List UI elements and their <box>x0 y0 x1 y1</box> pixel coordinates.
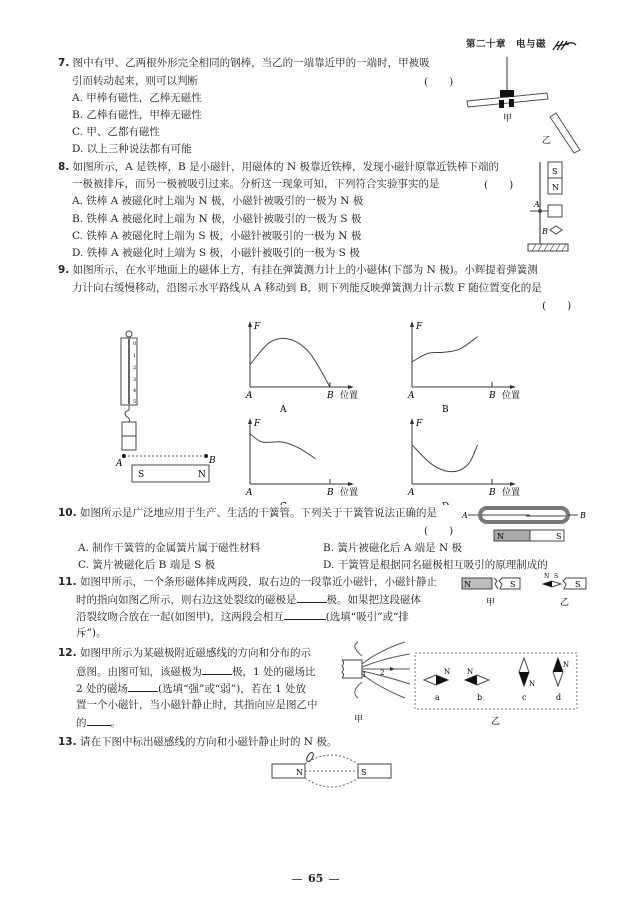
q12-needle-b-north <box>465 675 477 685</box>
q8-stem-line1 <box>58 160 499 174</box>
q12-needle-d-n: N <box>563 661 570 669</box>
q8-option-c: C. 铁棒 A 被磁化时上端为 S 极，小磁针被吸引的一极为 N 极 <box>72 230 362 242</box>
q9-tick-4: 4 <box>133 388 137 394</box>
q10-answer-paren[interactable]: ( ) <box>424 525 454 537</box>
q8-iron-bar-a <box>548 205 562 217</box>
q10-option-c: C. 簧片被磁化后 B 端是 S 极 <box>78 559 216 571</box>
data-curve <box>250 434 316 459</box>
q11-yi-needle-dark-half <box>543 581 552 587</box>
chart-d <box>407 418 520 505</box>
x-axis-arrow <box>348 385 354 389</box>
q12-text3b: (选填“强”或“弱”)，若在 1 处放 <box>158 683 307 695</box>
q12-point-1: 1 <box>362 671 367 679</box>
q8-option-a: A. 铁棒 A 被磁化时上端为 N 极，小磁针被吸引的一极为 N 极 <box>72 195 364 207</box>
decorative-logo-icon <box>552 39 578 51</box>
chapter-header <box>466 36 578 51</box>
q10-stem-text: 如图所示是广泛地应用于生产、生活的干簧管。下列关于干簧管说法正确的是 <box>79 507 437 519</box>
q8-compass-needle <box>550 226 562 234</box>
q12-text2b: 极，1 处的磁场比 <box>232 666 316 678</box>
q12-magnet-end <box>342 660 362 678</box>
q12-magnet-break <box>342 660 344 678</box>
q10-magnet-label-s: S <box>556 532 562 541</box>
x-tick-label-b: B <box>327 391 334 401</box>
q13-figure-magnets <box>270 752 410 802</box>
q12-line1 <box>58 646 311 660</box>
q11-yi-needle-n: N <box>544 573 550 580</box>
x-axis-arrow <box>348 482 354 486</box>
x-tick-label-a: A <box>408 391 415 401</box>
q7-stem-line1 <box>58 56 430 70</box>
q9-small-magnet-bottom <box>122 436 136 450</box>
q11-text2b: 极。如果把这段磁体 <box>326 594 421 606</box>
x-tick-label-b: B <box>489 488 496 498</box>
q10-option-d: D. 干簧管是根据同名磁极相互吸引的原理制成的 <box>323 559 548 571</box>
q7-number: 7. <box>58 57 70 69</box>
q12-label-yi: 乙 <box>491 717 501 727</box>
q11-line4: 斥”)。 <box>76 627 107 639</box>
q12-needle-a-label: a <box>435 693 440 702</box>
chart-title <box>280 502 287 505</box>
q10-number: 10. <box>58 507 77 519</box>
q12-text5b: 。 <box>110 717 121 729</box>
q12-needle-d-label: d <box>556 693 562 702</box>
x-tick-label-b: B <box>489 391 496 401</box>
y-axis-label: F <box>416 419 423 429</box>
q9-answer-paren[interactable]: ( ) <box>542 300 572 312</box>
q12-field-line <box>362 642 405 664</box>
q12-line5 <box>76 715 121 730</box>
chapter-title: 第二十章 电与磁 <box>466 39 547 50</box>
q12-figures <box>340 640 590 732</box>
x-tick-label-a: A <box>246 488 253 498</box>
q8-clamp-knob <box>538 209 542 213</box>
q9-tick-0: 0 <box>133 341 137 347</box>
q12-line3 <box>76 681 306 696</box>
q12-needle-b <box>465 668 489 702</box>
q7-stem-text1: 图中有甲、乙两根外形完全相同的钢棒，当乙的一端靠近甲的一端时，甲被吸 <box>72 57 430 69</box>
q11-label-jia: 甲 <box>486 598 496 608</box>
x-axis-label: 位置 <box>340 391 359 401</box>
y-axis-arrow <box>410 418 414 424</box>
q11-blank-interaction[interactable] <box>284 609 326 620</box>
q13-label-s: S <box>361 768 367 777</box>
q9-small-magnet-top <box>122 422 136 436</box>
q12-number: 12. <box>58 647 77 659</box>
chart-c <box>245 418 358 505</box>
q12-needle-b-label: b <box>477 693 483 702</box>
q13-compass-needle[interactable] <box>305 752 314 763</box>
q13-field-line-bottom[interactable] <box>305 778 358 787</box>
q7-clamp-top <box>500 90 514 97</box>
q7-clamp-right <box>509 99 514 107</box>
x-axis-label: 位置 <box>340 488 359 498</box>
q9-label-b: B <box>209 456 216 466</box>
chart-title: A <box>280 405 287 415</box>
q8-stem-line2: 一极被排斥，而另一极被吸引过来。分析这一现象可知，下列符合实验事实的是 <box>72 178 440 190</box>
q9-label-a: A <box>116 459 123 469</box>
q12-needle-a <box>424 668 450 702</box>
q9-tick-2: 2 <box>133 365 137 371</box>
q7-answer-paren[interactable]: ( ) <box>424 76 454 88</box>
q10-option-a: A. 制作干簧管的金属簧片属于磁性材料 <box>78 542 261 554</box>
q11-text1: 如图甲所示，一个条形磁体摔成两段，取右边的一段靠近小磁针，小磁针静止 <box>79 576 437 588</box>
q11-line3 <box>76 609 409 624</box>
q9-ground-magnet-n: N <box>198 470 206 480</box>
q9-hook <box>125 405 130 422</box>
q12-field-line <box>362 654 410 667</box>
q11-label-yi: 乙 <box>560 598 570 608</box>
q12-needle-c-label: c <box>522 693 527 702</box>
q12-needle-d <box>553 658 569 702</box>
footer-dash-left <box>292 879 302 880</box>
q10-label-b: B <box>580 511 586 520</box>
q8-number: 8. <box>58 161 70 173</box>
q10-label-a: A <box>462 511 468 520</box>
q12-blank-needle[interactable] <box>87 715 111 726</box>
q12-field-line <box>355 642 362 656</box>
data-curve <box>250 338 330 387</box>
q12-line4: 置一个小磁针，当小磁针静止时，其指向应是图乙中 <box>76 699 318 711</box>
q8-label-s: S <box>552 167 558 176</box>
page-number: 65 <box>308 872 324 885</box>
q12-needle-d-north <box>553 658 563 672</box>
q11-jia-label-n: N <box>464 580 471 589</box>
y-axis-arrow <box>248 321 252 327</box>
q13-stem-line <box>58 735 337 749</box>
q12-needle-a-north <box>436 675 448 685</box>
chart-title: B <box>442 405 449 415</box>
q12-line2 <box>76 664 316 679</box>
x-tick-label-a: A <box>408 488 415 498</box>
q12-jia-field-lines <box>342 642 410 725</box>
q11-figures <box>460 572 590 612</box>
y-axis-label: F <box>254 322 261 332</box>
q11-text3b: (选填“吸引”或“排 <box>325 611 409 623</box>
page-footer <box>286 872 345 885</box>
chart-title <box>442 502 449 505</box>
q10-figure-reed-switch <box>460 503 590 547</box>
q12-text1: 如图甲所示为某磁极附近磁感线的方向和分布的示 <box>79 647 311 659</box>
q10-magnet-label-n: N <box>497 532 504 541</box>
q9-scale-ring <box>126 331 132 337</box>
q7-option-d: D. 以上三种说法都有可能 <box>72 143 192 155</box>
x-axis-arrow <box>510 482 516 486</box>
q11-yi-label-s: S <box>575 580 581 589</box>
q8-label-a: A <box>534 200 540 209</box>
q7-stem-line2: 引而转动起来，则可以判断 <box>72 75 198 87</box>
q7-label-yi: 乙 <box>542 136 552 146</box>
y-axis-arrow <box>248 418 252 424</box>
q9-stem-line2: 力计向右缓慢移动，沿图示水平路线从 A 移动到 B，则下列能反映弹簧测力计示数 F 随位置变化的是 <box>72 282 542 294</box>
q11-number: 11. <box>58 576 77 588</box>
q12-text3a: 2 处的磁场 <box>76 683 129 695</box>
x-axis-label: 位置 <box>502 488 521 498</box>
y-axis-label: F <box>254 419 261 429</box>
q9-tick-3: 3 <box>133 377 137 383</box>
q11-yi-needle-s: S <box>554 573 559 580</box>
q9-answer-charts <box>230 310 530 505</box>
q9-figure-spring-scale <box>112 330 222 490</box>
q7-figure-steel-bars <box>462 55 582 155</box>
q8-label-b: B <box>542 227 548 236</box>
q12-field-line <box>362 671 410 684</box>
chart-b <box>407 321 520 415</box>
q12-text5a: 的 <box>76 717 87 729</box>
q12-blank-strength[interactable] <box>128 681 158 692</box>
q7-clamp-left <box>499 100 504 108</box>
q7-option-a: A. 甲棒有磁性，乙棒无磁性 <box>72 92 202 104</box>
q8-stem-text1: 如图所示，A 是铁棒，B 是小磁针，用磁体的 N 极靠近铁棒，发现小磁针原靠近铁棒下端的 <box>72 161 499 173</box>
q11-blank-pole[interactable] <box>297 592 327 603</box>
q8-label-n: N <box>552 183 559 192</box>
q10-option-b: B. 簧片被磁化后 A 端是 N 极 <box>323 542 463 554</box>
q12-needle-c-n: N <box>529 680 536 688</box>
q9-stem-line1 <box>58 263 538 277</box>
q11-jia-label-s: S <box>510 580 516 589</box>
q12-field-arrow <box>390 667 395 671</box>
q13-label-n: N <box>296 768 303 777</box>
q12-needle-b-n: N <box>467 668 474 676</box>
y-axis-label: F <box>416 322 423 332</box>
q7-bar-yi <box>550 113 580 153</box>
q12-label-jia: 甲 <box>354 715 364 725</box>
q9-charts-svg <box>230 310 530 505</box>
footer-dash-right <box>329 879 339 880</box>
q11-line1 <box>58 575 437 589</box>
q12-point-2: 2 <box>380 669 385 677</box>
q9-stem-text1: 如图所示，在水平地面上的磁体上方，有挂在弹簧测力计上的小磁体(下部为 N 极)。小辉提着弹簧测 <box>72 264 538 276</box>
chart-a <box>245 321 358 415</box>
x-tick-label-a: A <box>246 391 253 401</box>
q12-needle-c <box>519 658 535 702</box>
q8-figure-stand <box>524 160 624 260</box>
q13-number: 13. <box>58 736 77 748</box>
q9-ground-magnet-s: S <box>138 470 145 480</box>
q12-field-line <box>362 674 405 698</box>
q11-text3a: 沿裂纹吻合放在一起(如图甲)，这两段会相互 <box>76 611 284 623</box>
q12-needle-a-n: N <box>444 668 451 676</box>
q13-stem-text: 请在下图中标出磁感线的方向和小磁针静止时的 N 极。 <box>79 736 338 748</box>
x-axis-label: 位置 <box>502 391 521 401</box>
q8-option-d: D. 铁棒 A 被磁化时上端为 S 极，小磁针被吸引的一极为 S 极 <box>72 247 360 259</box>
q7-option-c: C. 甲、乙都有磁性 <box>72 126 160 138</box>
q9-tick-5: 5 <box>133 399 137 405</box>
data-curve <box>412 445 478 472</box>
q9-number: 9. <box>58 264 70 276</box>
data-curve <box>412 337 478 362</box>
q9-tick-1: 1 <box>133 353 137 359</box>
q7-option-b: B. 乙棒有磁性，甲棒无磁性 <box>72 109 202 121</box>
q10-stem-line <box>58 506 437 520</box>
x-axis-arrow <box>510 385 516 389</box>
q12-blank-pole[interactable] <box>202 664 232 675</box>
q7-label-jia: 甲 <box>503 114 513 124</box>
q11-text2a: 时的指向如图乙所示，则右边这处裂纹的磁极是 <box>76 594 297 606</box>
q12-field-line <box>355 682 362 698</box>
q8-option-b: B. 铁棒 A 被磁化时上端为 N 极，小磁针被吸引的一极为 S 极 <box>72 213 362 225</box>
q8-answer-paren[interactable]: ( ) <box>484 179 514 191</box>
x-tick-label-b: B <box>327 488 334 498</box>
q12-text2a: 意图。由图可知，该磁极为 <box>76 666 202 678</box>
q11-jia-crack-left <box>494 578 498 589</box>
q11-line2 <box>76 592 421 607</box>
q12-needle-c-north <box>519 672 529 686</box>
y-axis-arrow <box>410 321 414 327</box>
